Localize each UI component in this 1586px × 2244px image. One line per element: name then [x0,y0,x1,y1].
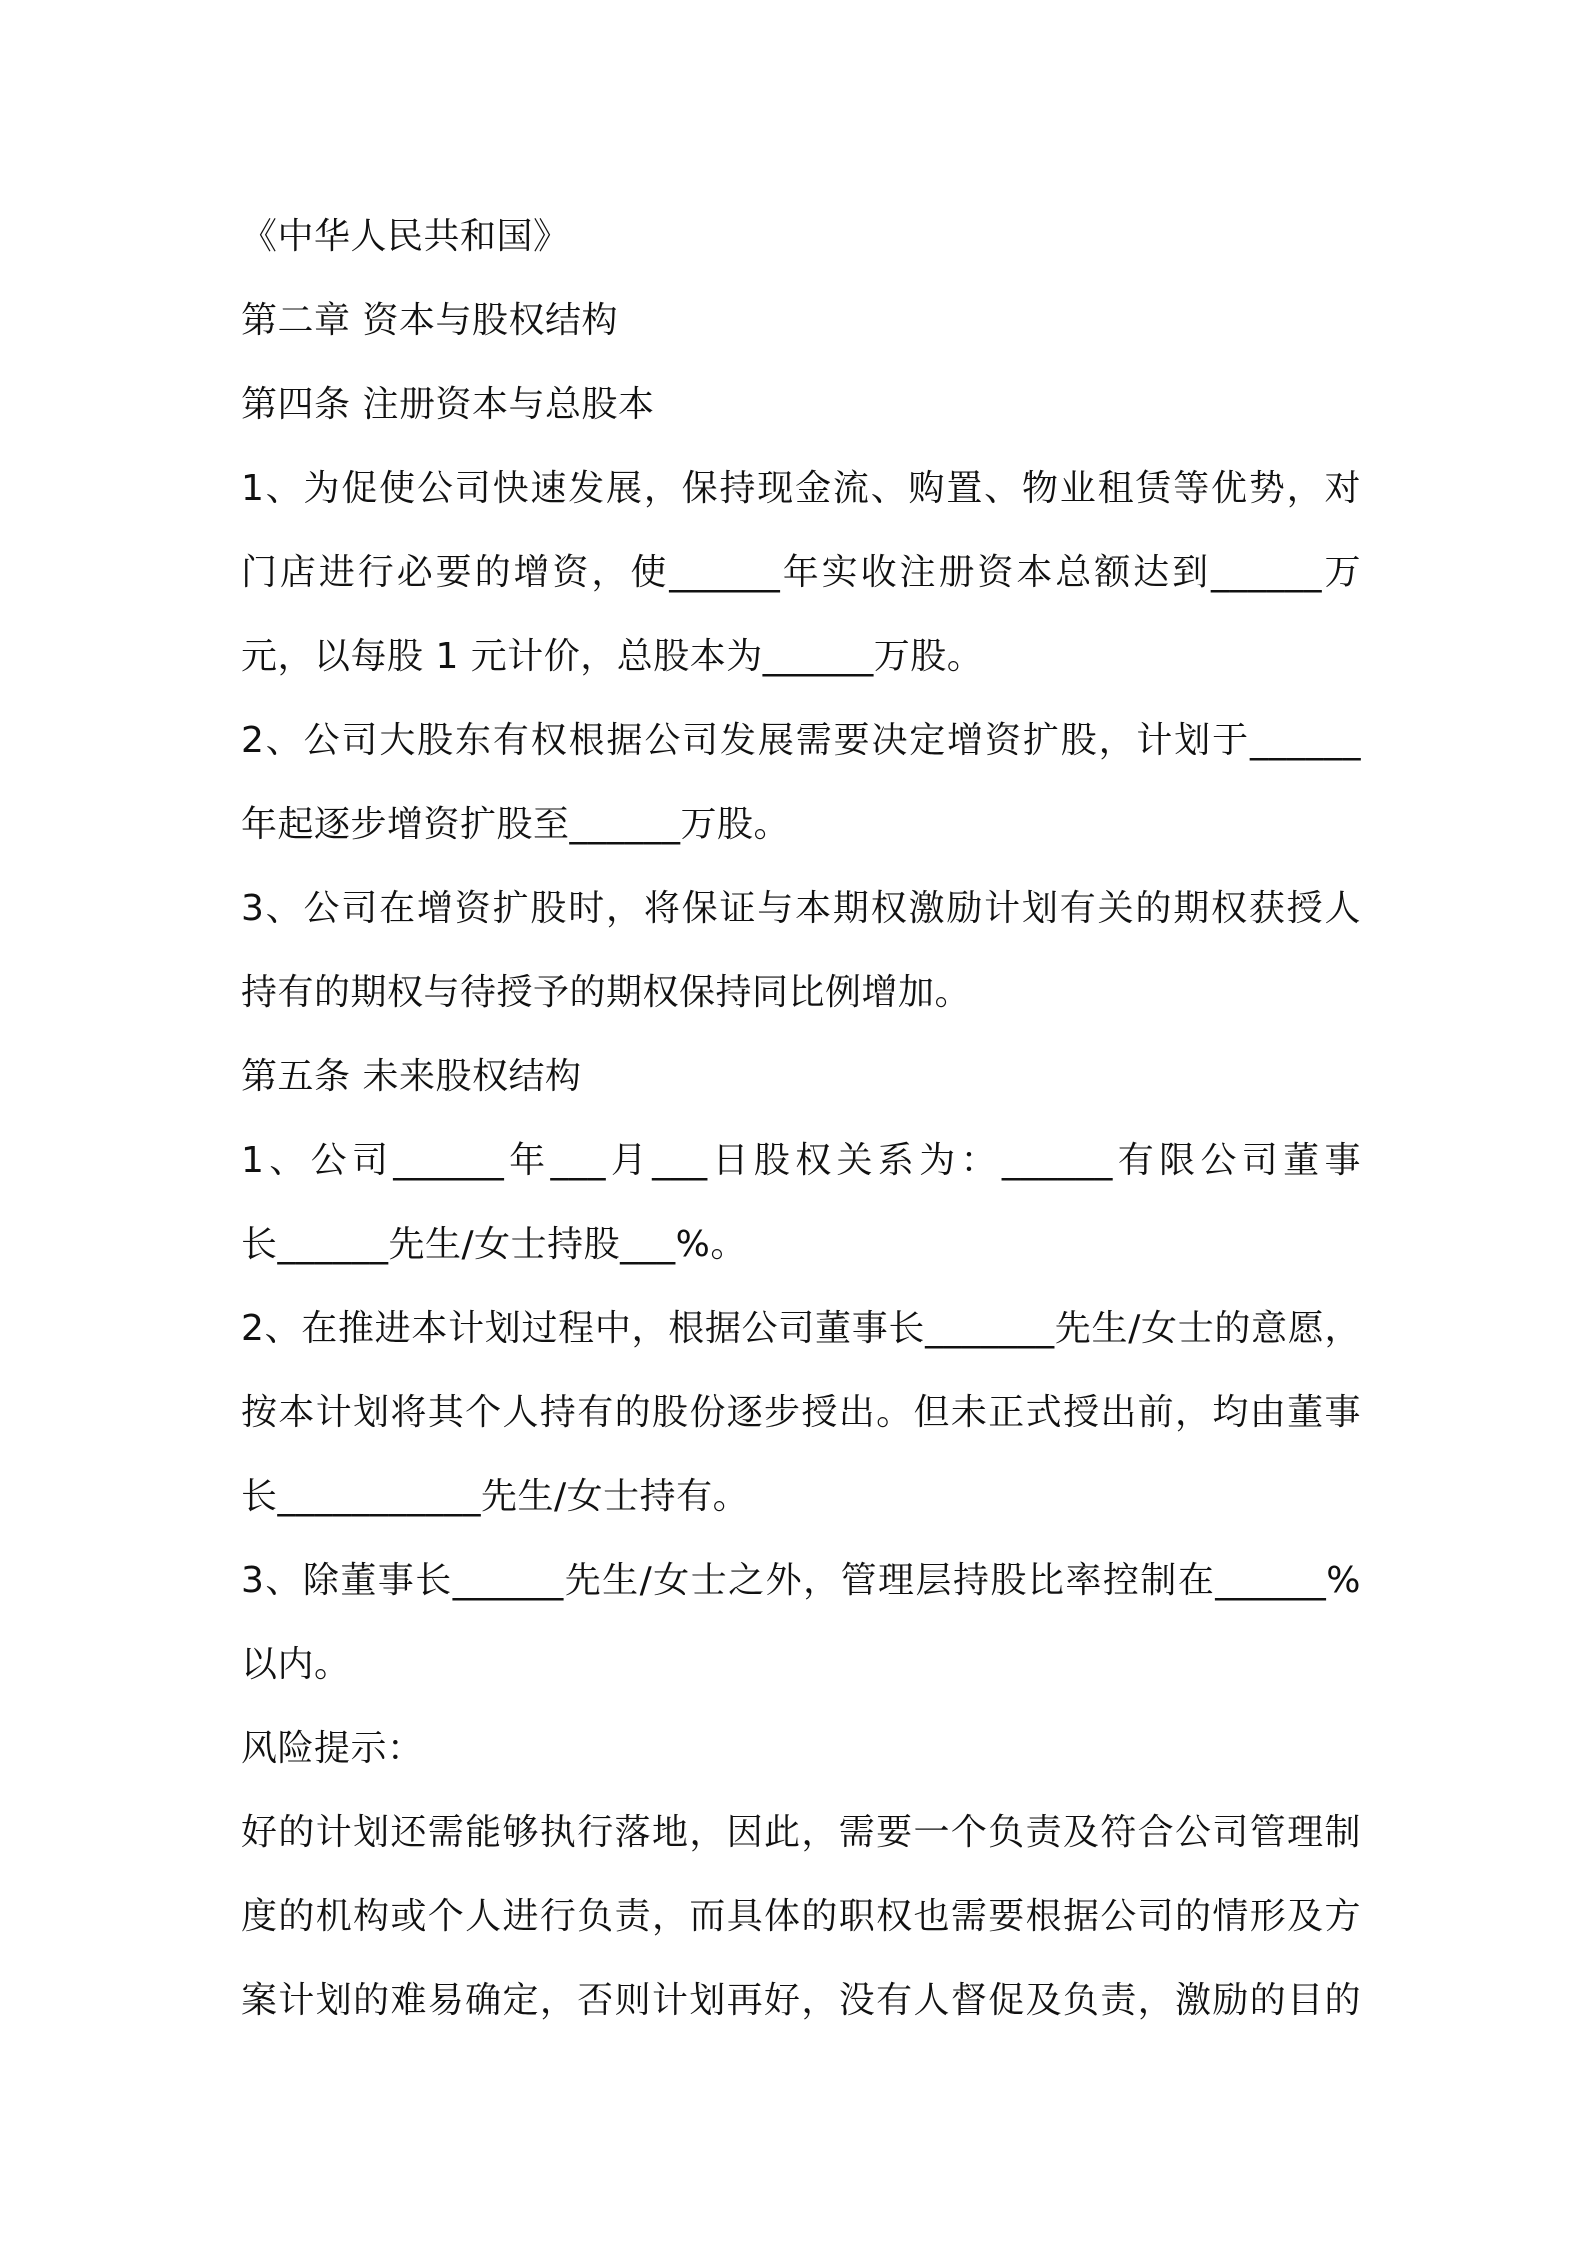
article-4-item-1-line-3: 元，以每股 1 元计价，总股本为______万股。 [241,636,984,677]
risk-notice-heading: 风险提示： [241,1728,424,1769]
article-4-item-2-line-2: 年起逐步增资扩股至______万股。 [241,804,791,845]
article-5-item-1-line-2: 长______先生/女士持股___%。 [241,1224,747,1265]
risk-notice-line-1: 好的计划还需能够执行落地，因此，需要一个负责及符合公司管理制 [241,1812,1361,1853]
article-4-item-3-line-2: 持有的期权与待授予的期权保持同比例增加。 [241,972,972,1013]
article-4-item-1-line-1: 1、为促使公司快速发展，保持现金流、购置、物业租赁等优势，对 [241,468,1361,509]
chapter-heading: 第二章 资本与股权结构 [241,300,618,341]
article-5-item-3-line-2: 以内。 [241,1644,351,1685]
article-5-item-2-line-2: 按本计划将其个人持有的股份逐步授出。但未正式授出前，均由董事 [241,1392,1361,1433]
article-4-item-1-line-2: 门店进行必要的增资，使______年实收注册资本总额达到______万 [241,552,1361,593]
document-body [241,195,1361,2043]
article-5-item-2-line-1: 2、在推进本计划过程中，根据公司董事长_______先生/女士的意愿， [241,1308,1361,1349]
article-4-heading: 第四条 注册资本与总股本 [241,384,655,425]
article-4-item-3-line-1: 3、公司在增资扩股时，将保证与本期权激励计划有关的期权获授人 [241,888,1361,929]
risk-notice-line-2: 度的机构或个人进行负责，而具体的职权也需要根据公司的情形及方 [241,1896,1361,1937]
risk-notice-line-3: 案计划的难易确定，否则计划再好，没有人督促及负责，激励的目的 [241,1980,1361,2021]
law-title: 《中华人民共和国》 [241,216,570,257]
article-5-item-3-line-1: 3、除董事长______先生/女士之外，管理层持股比率控制在______% [241,1560,1361,1601]
article-5-item-1-line-1: 1、公司______年___月___日股权关系为：______有限公司董事 [241,1140,1361,1181]
article-4-item-2-line-1: 2、公司大股东有权根据公司发展需要决定增资扩股，计划于______ [241,720,1361,761]
article-5-item-2-line-3: 长___________先生/女士持有。 [241,1476,750,1517]
article-5-heading: 第五条 未来股权结构 [241,1056,582,1097]
